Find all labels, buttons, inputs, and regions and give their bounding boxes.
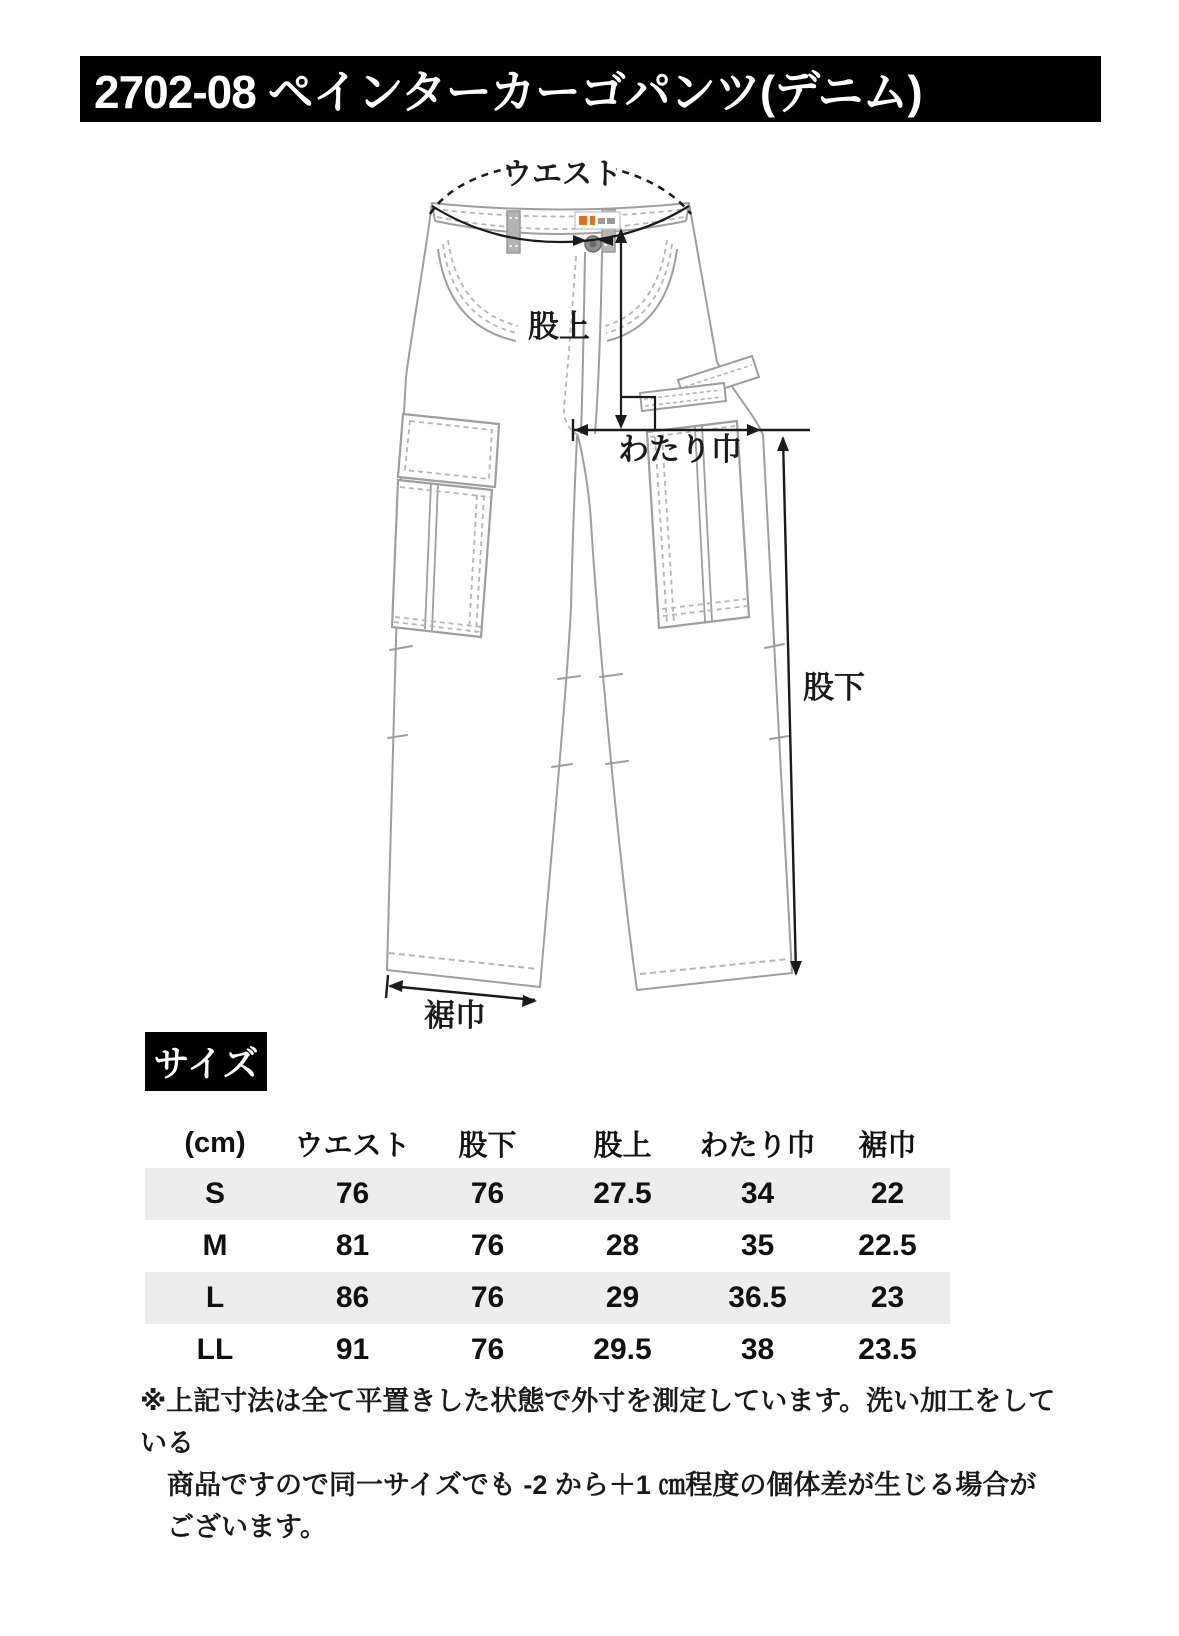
inseam-cell: 76 xyxy=(470,1281,505,1314)
waist-label: ウエスト xyxy=(502,158,622,191)
footnote xyxy=(140,1380,1060,1548)
size-section-label-text: サイズ xyxy=(153,1043,259,1084)
inseam-label: 股下 xyxy=(803,670,865,705)
waist-cell: 76 xyxy=(335,1177,370,1210)
rise-arrow-down xyxy=(615,415,627,429)
inseam-cell: 76 xyxy=(470,1333,505,1366)
size-cell: LL xyxy=(196,1333,234,1366)
hem-cell: 22.5 xyxy=(858,1229,917,1262)
table-row-l xyxy=(145,1272,950,1324)
footnote-line-1: ※上記寸法は全て平置きした状態で外寸を測定しています。洗い加工をしている xyxy=(140,1386,1056,1458)
hem-arrow-left xyxy=(388,980,403,992)
thigh-label: わたり巾 xyxy=(618,432,742,467)
product-title: 2702-08 ペインターカーゴパンツ(デニム) xyxy=(94,66,922,118)
waist-cell: 86 xyxy=(335,1281,370,1314)
size-cell: M xyxy=(202,1229,228,1262)
header-bar xyxy=(80,56,1101,122)
column-header-inseam: 股下 xyxy=(458,1129,517,1162)
table-row-m xyxy=(145,1220,950,1272)
table-row-s xyxy=(145,1168,950,1220)
column-header-rise: 股上 xyxy=(593,1129,652,1162)
inseam-cell: 76 xyxy=(470,1229,505,1262)
inseam-cell: 76 xyxy=(470,1177,505,1210)
rise-cell: 27.5 xyxy=(593,1177,652,1210)
brand-tag xyxy=(575,212,620,229)
waist-cell: 91 xyxy=(335,1333,370,1366)
inseam-measure-line xyxy=(783,438,796,974)
thigh-cell: 38 xyxy=(740,1333,775,1366)
footnote-line-2: 商品ですので同一サイズでも -2 から＋1 ㎝程度の個体差が生じる場合がございます。 xyxy=(167,1470,1037,1542)
left-cargo-pocket xyxy=(392,414,499,637)
size-cell: S xyxy=(204,1177,225,1210)
thigh-cell: 34 xyxy=(740,1177,775,1210)
rise-cell: 29 xyxy=(605,1281,640,1314)
pants-measurement-diagram xyxy=(300,140,880,1040)
hem-cell: 23.5 xyxy=(858,1333,917,1366)
right-cargo-pocket xyxy=(640,356,759,628)
hem-stitching xyxy=(389,953,789,974)
size-table-header-row xyxy=(145,1118,950,1168)
thigh-cell: 36.5 xyxy=(728,1281,787,1314)
table-row-ll xyxy=(145,1324,950,1376)
size-table xyxy=(145,1118,950,1376)
size-section-label xyxy=(145,1032,267,1091)
waistband xyxy=(432,203,689,234)
column-header-hem: 裾巾 xyxy=(858,1129,917,1162)
rise-cell: 28 xyxy=(605,1229,640,1262)
waist-cell: 81 xyxy=(335,1229,370,1262)
column-header-thigh: わたり巾 xyxy=(699,1129,816,1162)
fly-j-stitch xyxy=(564,256,580,436)
rise-label: 股上 xyxy=(528,309,590,344)
inseam-arrow-up xyxy=(777,436,789,451)
rise-cell: 29.5 xyxy=(593,1333,652,1366)
hem-cell: 23 xyxy=(870,1281,905,1314)
column-header-unit: (cm) xyxy=(184,1126,246,1159)
size-cell: L xyxy=(205,1281,225,1314)
hem-arrow-right xyxy=(522,995,537,1007)
thigh-cell: 35 xyxy=(740,1229,775,1262)
column-header-waist: ウエスト xyxy=(294,1129,411,1162)
hem-cell: 22 xyxy=(870,1177,905,1210)
hem-label: 裾巾 xyxy=(424,998,486,1033)
